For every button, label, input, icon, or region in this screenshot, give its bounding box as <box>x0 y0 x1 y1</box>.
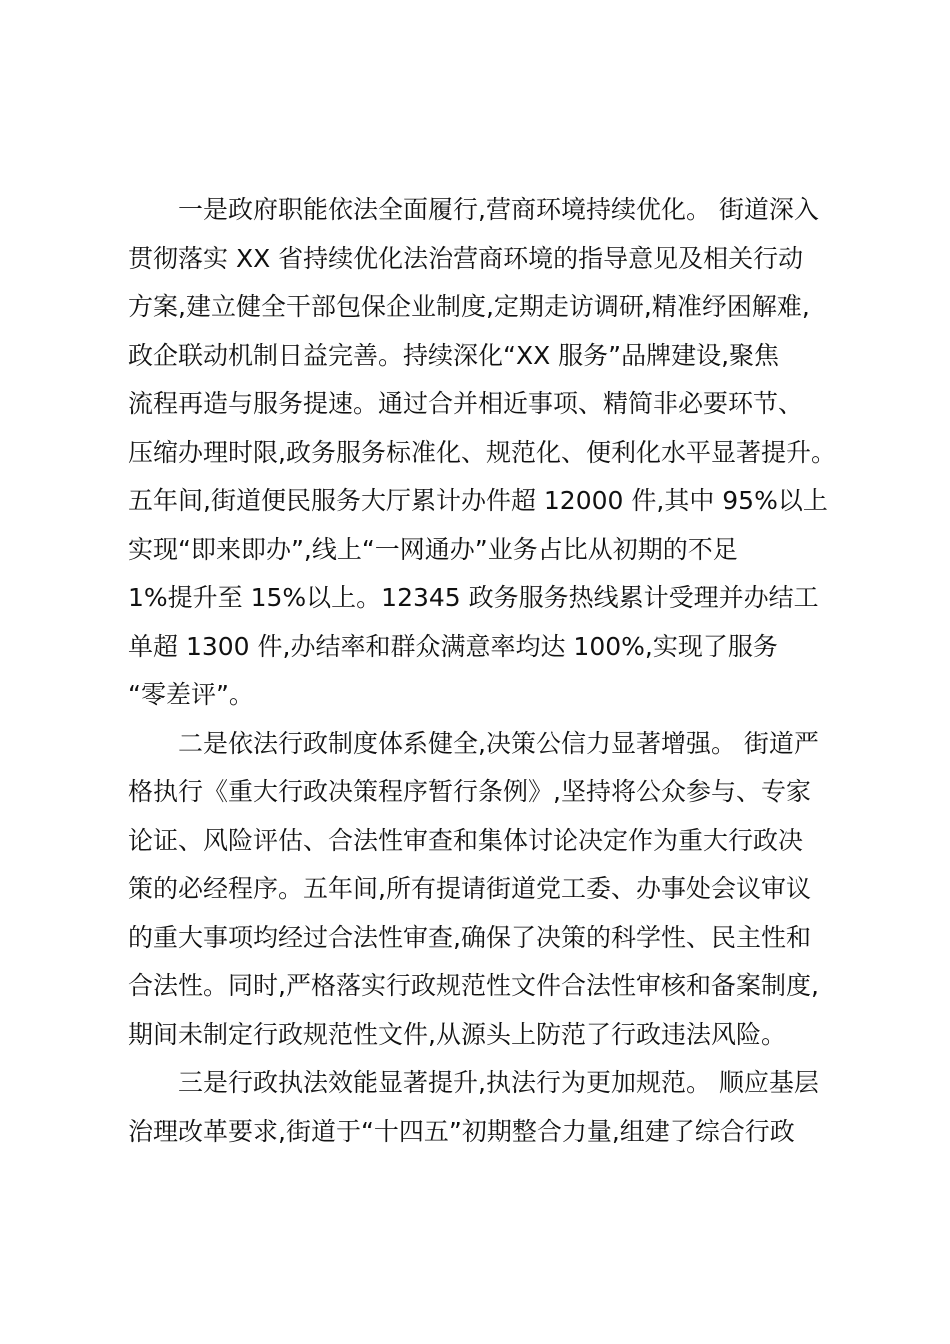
paragraph-2-line-4: 策的必经程序。五年间,所有提请街道党工委、办事处会议审议 <box>128 874 811 903</box>
paragraph-1-line-5: 流程再造与服务提速。通过合并相近事项、精简非必要环节、 <box>128 389 804 418</box>
paragraph-2-line-1: 二是依法行政制度体系健全,决策公信力显著增强。 街道严 <box>178 728 819 758</box>
paragraph-2-line-2: 格执行《重大行政决策程序暂行条例》,坚持将公众参与、专家 <box>128 777 811 806</box>
paragraph-2-line-3: 论证、风险评估、合法性审查和集体讨论决定作为重大行政决 <box>128 825 804 855</box>
paragraph-2-line-7: 期间未制定行政规范性文件,从源头上防范了行政违法风险。 <box>128 1019 786 1049</box>
paragraph-1-line-9: 1%提升至 15%以上。12345 政务服务热线累计受理并办结工 <box>128 583 819 612</box>
paragraph-3-line-1: 三是行政执法效能显著提升,执法行为更加规范。 顺应基层 <box>178 1068 819 1097</box>
paragraph-1-line-3: 方案,建立健全干部包保企业制度,定期走访调研,精准纾困解难, <box>128 292 810 321</box>
paragraph-1-line-2: 贯彻落实 XX 省持续优化法治营商环境的指导意见及相关行动 <box>128 243 804 273</box>
paragraph-2-line-5: 的重大事项均经过合法性审查,确保了决策的科学性、民主性和 <box>128 922 811 952</box>
paragraph-1-line-4: 政企联动机制日益完善。持续深化“XX 服务”品牌建设,聚焦 <box>128 340 780 370</box>
paragraph-1-line-6: 压缩办理时限,政务服务标准化、规范化、便利化水平显著提升。 <box>128 437 836 467</box>
paragraph-1-line-8: 实现“即来即办”,线上“一网通办”业务占比从初期的不足 <box>128 534 738 564</box>
paragraph-2-line-6: 合法性。同时,严格落实行政规范性文件合法性审核和备案制度, <box>128 971 819 1000</box>
paragraph-1-line-1: 一是政府职能依法全面履行,营商环境持续优化。 街道深入 <box>178 195 819 224</box>
paragraph-1-line-7: 五年间,街道便民服务大厅累计办件超 12000 件,其中 95%以上 <box>128 486 828 515</box>
paragraph-1-line-10: 单超 1300 件,办结率和群众满意率均达 100%,实现了服务 <box>128 631 778 661</box>
paragraph-1-line-11: “零差评”。 <box>128 680 254 709</box>
paragraph-3-line-2: 治理改革要求,街道于“十四五”初期整合力量,组建了综合行政 <box>128 1116 795 1146</box>
body-text <box>128 186 840 1156</box>
